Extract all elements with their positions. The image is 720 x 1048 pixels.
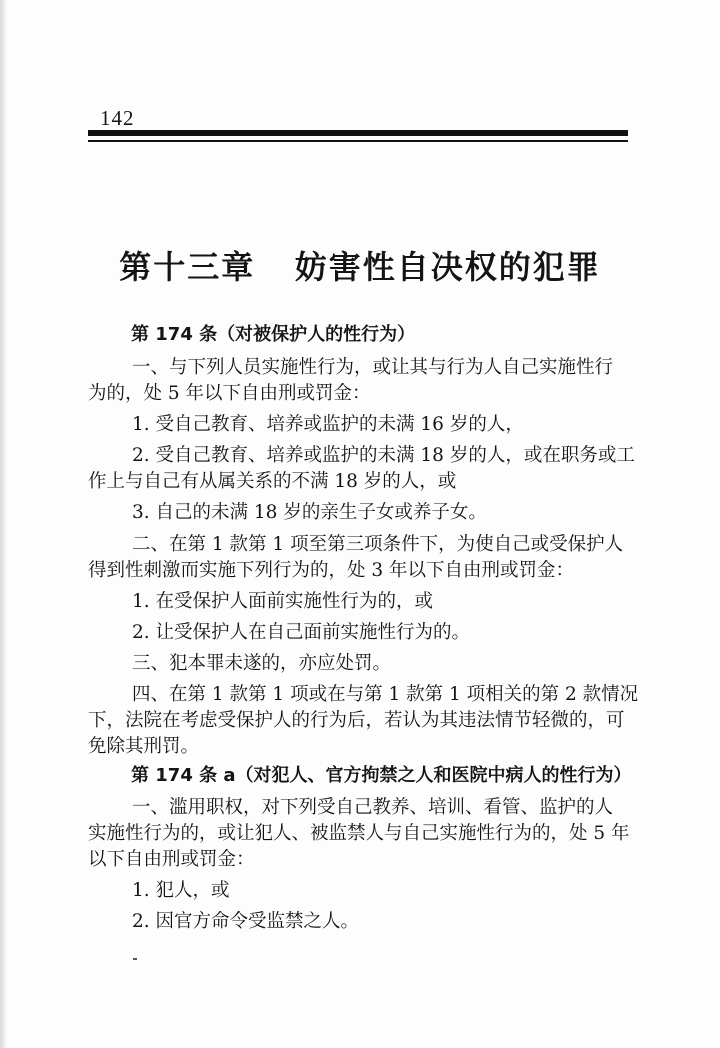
paragraph-line: 下，法院在考虑受保护人的行为后，若认为其违法情节轻微的，可	[88, 710, 625, 731]
paragraph-line: 为的，处 5 年以下自由刑或罚金：	[88, 383, 371, 404]
header-rule-thick	[88, 130, 628, 136]
article-174-heading: 第 174 条（对被保护人的性行为）	[131, 324, 416, 345]
paragraph-line: 一、与下列人员实施性行为，或让其与行为人自己实施性行	[132, 357, 614, 378]
list-item: 1. 受自己教育、培养或监护的未满 16 岁的人，	[132, 414, 524, 435]
paragraph-line: 得到性刺激而实施下列行为的，处 3 年以下自由刑或罚金：	[88, 560, 575, 581]
chapter-title: 第十三章 妨害性自决权的犯罪	[119, 248, 601, 286]
list-item: 1. 犯人，或	[132, 880, 230, 901]
header-rule-thin	[88, 140, 628, 142]
paragraph-line: 三、犯本罪未遂的，亦应处罚。	[132, 653, 392, 674]
paragraph-line: 作上与自己有从属关系的不满 18 岁的人，或	[88, 471, 457, 492]
list-item: 3. 自己的未满 18 岁的亲生子女或养子女。	[132, 502, 487, 523]
list-item: 2. 让受保护人在自己面前实施性行为的。	[132, 622, 471, 643]
list-item: 1. 在受保护人面前实施性行为的，或	[132, 591, 434, 612]
paragraph-line: 四、在第 1 款第 1 项或在与第 1 款第 1 项相关的第 2 款情况	[132, 684, 639, 705]
paragraph-line: 以下自由刑或罚金：	[88, 849, 255, 870]
list-item: 2. 受自己教育、培养或监护的未满 18 岁的人，或在职务或工	[132, 445, 635, 466]
paragraph-line: 免除其刑罚。	[88, 736, 200, 757]
paragraph-line: 二、在第 1 款第 1 项至第三项条件下，为使自己或受保护人	[132, 534, 624, 555]
page-edge-shadow	[0, 0, 6, 1048]
article-174a-heading: 第 174 条 a（对犯人、官方拘禁之人和医院中病人的性行为）	[131, 765, 632, 786]
scan-speck	[133, 958, 137, 960]
paragraph-line: 实施性行为的，或让犯人、被监禁人与自己实施性行为的，处 5 年	[88, 823, 630, 844]
page-number: 142	[100, 106, 135, 130]
list-item: 2. 因官方命令受监禁之人。	[132, 911, 360, 932]
paragraph-line: 一、滥用职权，对下列受自己教养、培训、看管、监护的人	[132, 797, 614, 818]
